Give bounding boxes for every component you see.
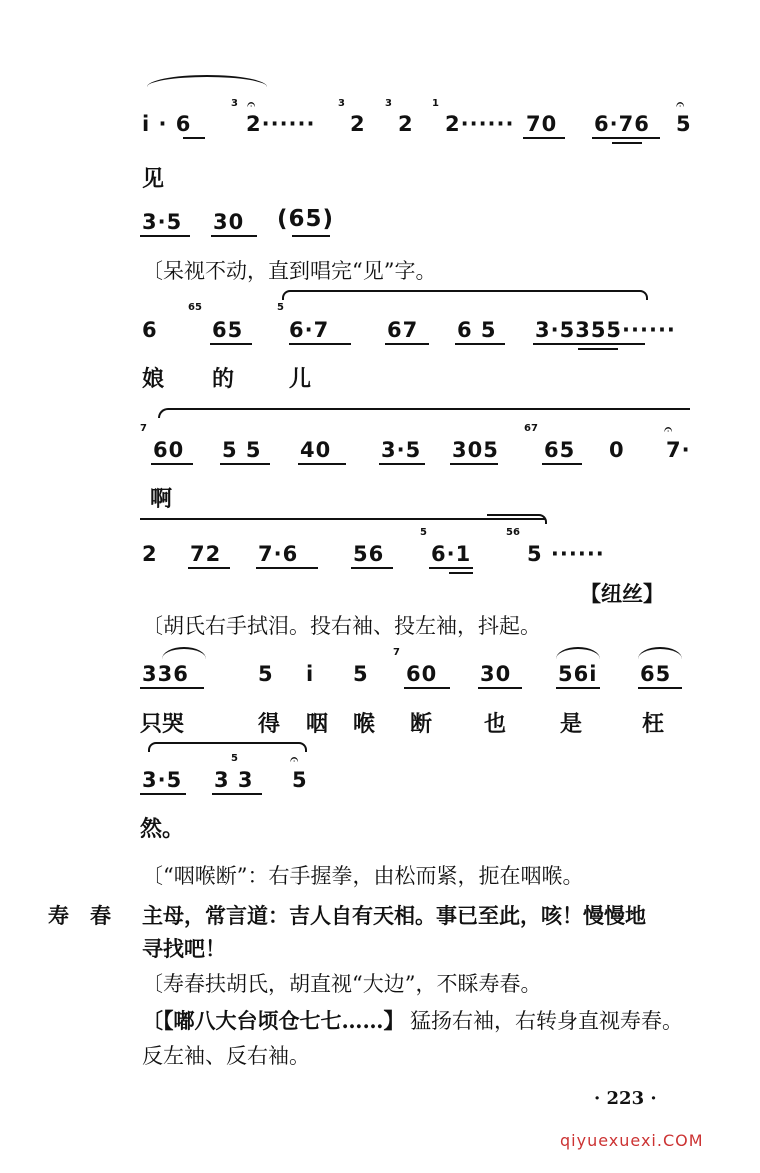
grace-note: 7 (140, 423, 147, 434)
note: 2 (350, 112, 366, 136)
note: 6·1 (431, 542, 472, 566)
slur-mark (140, 518, 545, 520)
stage-direction: 〔寿春扶胡氏，胡直视“大边”，不睬寿春。 (142, 972, 542, 996)
note: 3·5 (381, 438, 422, 462)
note: 7· (666, 438, 691, 462)
underline (556, 687, 600, 689)
underline (220, 463, 270, 465)
underline (578, 348, 618, 350)
slur-mark (487, 514, 547, 524)
dialogue-line: 寻找吧！ (142, 936, 226, 961)
grace-note: 3 (338, 98, 345, 109)
lyric: 得 (258, 711, 281, 737)
note: 2 (398, 112, 414, 136)
note: 60 (406, 662, 438, 686)
grace-note: 65 (188, 302, 202, 313)
note: i (306, 662, 315, 686)
note: 5 (258, 662, 274, 686)
underline (210, 343, 252, 345)
lyric: 断 (410, 711, 433, 737)
lyric: 咽 (306, 711, 329, 737)
note: 5 (292, 768, 308, 792)
underline (379, 463, 425, 465)
note: 6 5 (457, 318, 497, 342)
underline (638, 687, 682, 689)
note: 336 (142, 662, 189, 686)
underline (612, 142, 642, 144)
underline (533, 343, 645, 345)
lyric: 的 (212, 366, 235, 392)
lyric: 喉 (353, 711, 376, 737)
lyric: 见 (142, 166, 165, 192)
fermata-icon: 𝄐 (664, 420, 673, 438)
underline (404, 687, 450, 689)
underline (256, 567, 318, 569)
grace-note: 67 (524, 423, 538, 434)
slur-mark (148, 742, 307, 752)
lyric: 啊 (150, 486, 173, 512)
underline (592, 137, 660, 139)
grace-note: 3 (385, 98, 392, 109)
grace-note: 1 (432, 98, 439, 109)
fermata-icon: 𝄐 (290, 750, 299, 768)
note: 65 (640, 662, 672, 686)
percussion-cue: 〔【嘟八大台顷仓七七……】 (142, 1008, 405, 1033)
underline (298, 463, 346, 465)
lyric: 是 (560, 711, 583, 737)
note: 6 (142, 318, 158, 342)
grace-note: 3 (231, 98, 238, 109)
underline (140, 687, 204, 689)
note: 2······ (246, 112, 316, 136)
underline (183, 137, 205, 139)
underline (212, 793, 262, 795)
note: 40 (300, 438, 332, 462)
stage-direction: 反左袖、反右袖。 (142, 1044, 310, 1068)
underline (450, 463, 498, 465)
underline (140, 793, 186, 795)
underline (211, 235, 257, 237)
note: 67 (387, 318, 419, 342)
note: 6·76 (594, 112, 650, 136)
underline (455, 343, 505, 345)
grace-note: 7 (393, 647, 400, 658)
underline (385, 343, 429, 345)
note: 56 (353, 542, 385, 566)
note: (65) (277, 206, 335, 232)
note: 5 5 (222, 438, 262, 462)
underline (429, 567, 473, 569)
note: 0 (609, 438, 625, 462)
note: 6·7 (289, 318, 330, 342)
slur-mark (147, 75, 267, 87)
note: 3 3 (214, 768, 254, 792)
note: 30 (480, 662, 512, 686)
note: 2······ (445, 112, 515, 136)
note: 56i (558, 662, 598, 686)
note: i · 6 (142, 112, 192, 136)
underline (140, 235, 190, 237)
slur-mark (162, 647, 206, 659)
lyric: 儿 (289, 366, 312, 392)
slur-mark (556, 647, 600, 659)
watermark: qiyuexuexi.COM (560, 1131, 704, 1150)
underline (351, 567, 393, 569)
note: 30 (213, 210, 245, 234)
note: 60 (153, 438, 185, 462)
underline (478, 687, 522, 689)
note: 65 (544, 438, 576, 462)
note: 65 (212, 318, 244, 342)
stage-direction: 〔呆视不动，直到唱完“见”字。 (142, 259, 437, 283)
note: 3·5355······ (535, 318, 676, 342)
note: 70 (526, 112, 558, 136)
slur-mark (638, 647, 682, 659)
note: 3·5 (142, 210, 183, 234)
underline (523, 137, 565, 139)
underline (292, 235, 330, 237)
speaker-name: 寿 春 (48, 903, 111, 928)
lyric: 然。 (140, 816, 185, 842)
lyric: 也 (484, 711, 507, 737)
underline (449, 572, 473, 574)
lyric: 只哭 (140, 711, 185, 737)
dialogue-line: 主母，常言道：吉人自有天相。事已至此，咳！慢慢地 (142, 903, 646, 928)
underline (151, 463, 193, 465)
underline (542, 463, 582, 465)
slur-mark (158, 408, 690, 418)
grace-note: 5 (277, 302, 284, 313)
underline (289, 343, 351, 345)
fermata-icon: 𝄐 (247, 95, 256, 113)
note: 5 ······ (527, 542, 605, 566)
page-number: · 223 · (594, 1088, 657, 1109)
fermata-icon: 𝄐 (676, 95, 685, 113)
lyric: 枉 (642, 711, 665, 737)
label-niusi: 【纽丝】 (580, 581, 664, 606)
note: 5 (353, 662, 369, 686)
grace-note: 5 (420, 527, 427, 538)
lyric: 娘 (142, 366, 165, 392)
stage-direction: 〔“咽喉断”：右手握拳，由松而紧，扼在咽喉。 (142, 864, 584, 888)
underline (188, 567, 230, 569)
note: 5 (676, 112, 692, 136)
note: 2 (142, 542, 158, 566)
note: 72 (190, 542, 222, 566)
grace-note: 5 (231, 753, 238, 764)
stage-direction: 〔胡氏右手拭泪。投右袖、投左袖，抖起。 (142, 614, 541, 638)
slur-mark (282, 290, 648, 300)
grace-note: 56 (506, 527, 520, 538)
note: 305 (452, 438, 499, 462)
stage-direction: 猛扬右袖，右转身直视寿春。 (410, 1009, 683, 1033)
note: 7·6 (258, 542, 299, 566)
note: 3·5 (142, 768, 183, 792)
